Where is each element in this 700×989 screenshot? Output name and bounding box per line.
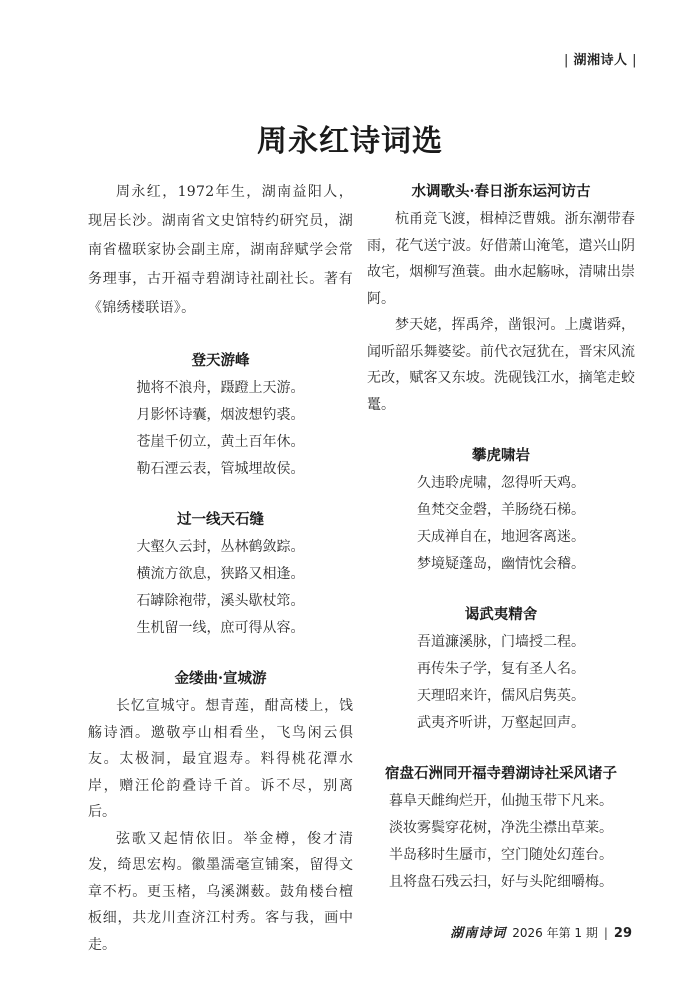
poem-title: 过一线天石缝 [177,511,264,528]
poem-title: 金缕曲·宣城游 [174,670,267,687]
poem-line: 石罅除袍带，溪头歇杖筇。 [136,593,305,609]
poem-line: 半岛移时生蜃市，空门随处幻莲台。 [389,847,613,863]
poem-line: 暮阜天雌绚烂开，仙抛玉带下凡来。 [389,793,613,809]
magazine-name: 湖南诗词 [450,926,507,941]
poem-title: 登天游峰 [191,352,250,369]
poem-line: 吾道濂溪脉，门墙授二程。 [417,634,585,650]
poem-title: 宿盘石洲同开福寺碧湖诗社采风诸子 [385,765,617,782]
poem-title: 谒武夷精舍 [464,606,538,623]
poem-panshizhou [367,760,635,896]
right-column [367,178,635,896]
page-number: 29 [613,926,632,941]
ci-stanza: 弦歌又起情依旧。举金樽，俊才清发，绮思宏构。徽墨濡毫宣铺案，留得文章不朽。更玉楮，乌溪渊薮。鼓角楼台檀板细，共龙川查济江村秀。客与我，画中走。 [88,830,353,953]
poem-line: 大壑久云封，丛林鹤敛踪。 [136,539,305,555]
issue-label: 2026 年第 1 期 [512,926,598,940]
page-footer [450,922,632,941]
poem-line: 梦境疑蓬岛，幽情忱会稽。 [417,556,585,572]
section-name: 湖湘诗人 [573,53,628,68]
poem-line: 武夷齐听讲，万壑起回声。 [417,715,585,731]
poem-line: 再传朱子学，复有圣人名。 [417,661,585,677]
ci-shuidiaogetou [367,178,635,418]
poem-title: 水调歌头·春日浙东运河访古 [411,183,591,200]
poem-line: 鱼梵交金磬，羊肠绕石梯。 [417,502,585,518]
ci-jinlvqu [88,665,353,958]
poem-line: 久违聆虎啸，忽得听天鸡。 [417,475,585,491]
ci-stanza: 长忆宣城守。想青莲，酣高楼上，饯觞诗酒。邀敬亭山相看坐，飞鸟闲云俱友。太极洞，最宜遐寿。料得桃花潭水岸，赠汪伦韵叠诗千首。诉不尽，别离后。 [88,698,353,820]
poem-line: 天理昭来许，儒风启隽英。 [417,688,585,704]
tag-divider-right: | [627,53,637,68]
ci-stanza: 杭甬竞飞渡，楫棹泛曹娥。浙东潮带春雨，花气送宁波。好借萧山淹笔，遣兴山阴故宅，烟柳写渔蓑。曲水起觞咏，清啸出崇阿。 [367,211,635,307]
poem-line: 月影怀诗囊，烟波想钓裘。 [136,407,305,423]
poem-line: 淡妆雾鬓穿花树，净洗尘襟出草莱。 [389,820,613,836]
poem-deng-tianyou [88,347,353,483]
tag-divider-left: | [563,53,574,68]
poem-line: 生机留一线，庶可得从容。 [136,620,305,636]
poem-line: 天成禅自在，地迥客离迷。 [417,529,585,545]
poem-line: 勒石湮云表，管城埋故侯。 [136,461,305,477]
poem-wuyi-jingshe [367,601,635,737]
poem-huxiaoyan [367,442,635,578]
poem-yixiantian [88,506,353,642]
poem-line: 苍崖千仞立，黄土百年休。 [136,434,305,450]
ci-stanza: 梦天姥，挥禹斧，凿银河。上虞谐舜，闻听韶乐舞婆娑。前代衣冠犹在，晋宋风流无改，赋客又东坡。洗砚钱江水，摘笔走蛟鼍。 [367,317,635,413]
poem-line: 横流方欲息，狭路又相逢。 [136,566,305,582]
left-column [88,178,353,958]
footer-divider: | [603,926,608,940]
page-title: 周永红诗词选 [257,124,443,159]
author-bio: 周永红，1972年生，湖南益阳人，现居长沙。湖南省文史馆特约研究员，湖南省楹联家协会副主席，湖南辞赋学会常务理事，古开福寺碧湖诗社副社长。著有《锦绣楼联语》。 [88,184,353,316]
poem-line: 抛将不浪舟，蹑蹬上天游。 [136,380,305,396]
section-tag [564,49,637,68]
poem-title: 攀虎啸岩 [472,447,530,464]
poem-line: 且将盘石残云扫，好与头陀细嚼梅。 [389,874,613,890]
